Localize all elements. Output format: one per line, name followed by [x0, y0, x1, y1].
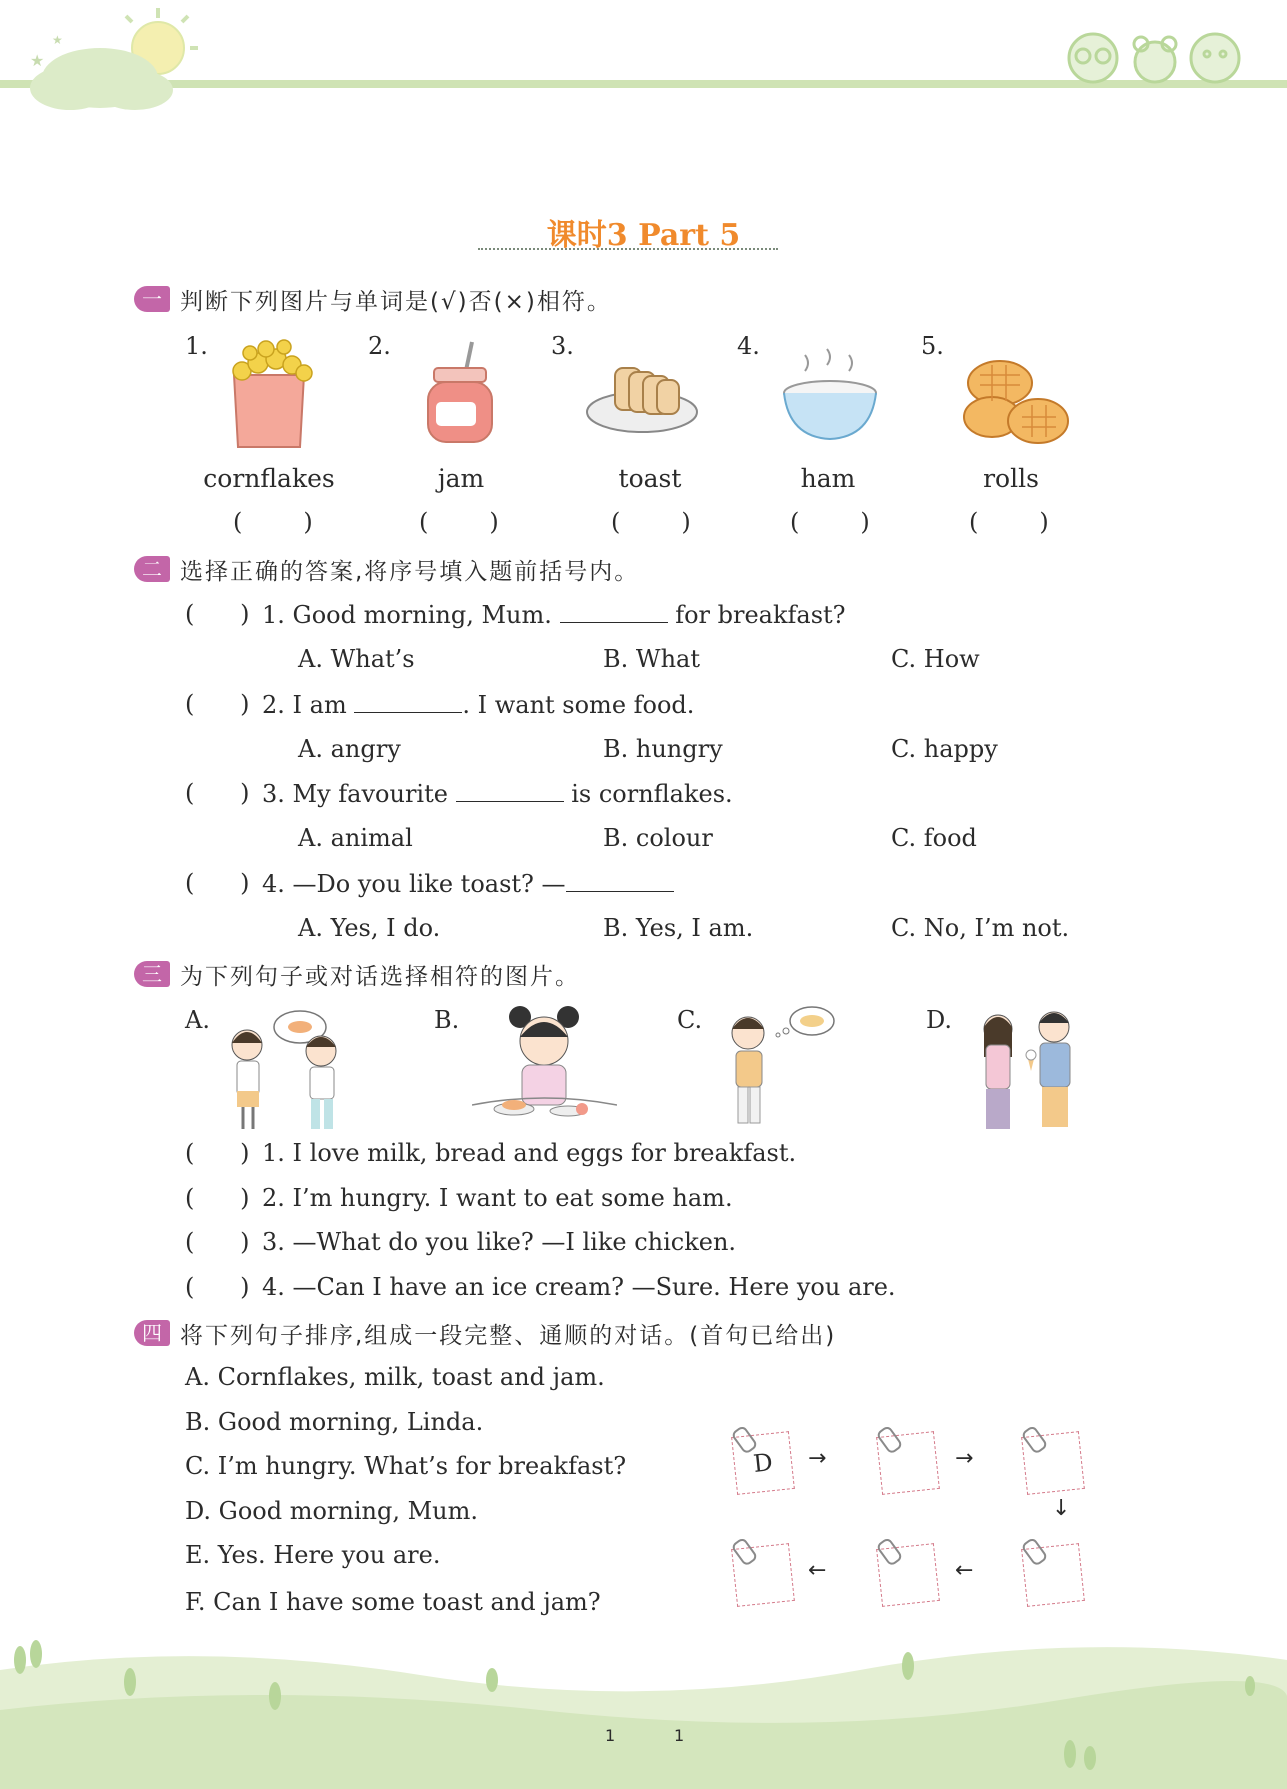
q3-option-a: A. animal [298, 824, 413, 852]
s4-sentence-e: E. Yes. Here you are. [185, 1541, 441, 1569]
title-underline [478, 248, 778, 250]
q4-answer-paren[interactable]: ( ) [185, 869, 250, 897]
order-box-5[interactable] [876, 1543, 940, 1607]
q1-option-a: A. What’s [298, 645, 415, 673]
s3-sentence-1: 1. I love milk, bread and eggs for breakfast. [262, 1139, 797, 1167]
picture-b-label: B. [434, 1006, 460, 1034]
section-2-heading [134, 552, 639, 586]
q4-option-b: B. Yes, I am. [603, 914, 754, 942]
s3-sentence-3: 3. —What do you like? —I like chicken. [262, 1228, 737, 1256]
item-4-answer[interactable]: ( ) [790, 508, 870, 536]
item-4-number: 4. [737, 332, 760, 360]
s4-sentence-d: D. Good morning, Mum. [185, 1497, 479, 1525]
order-box-6[interactable] [731, 1543, 795, 1607]
item-5-word: rolls [983, 464, 1039, 493]
q4-option-c: C. No, I’m not. [891, 914, 1070, 942]
paperclip-icon [1020, 1425, 1048, 1455]
q1-pre: 1. Good morning, Mum. [262, 601, 552, 629]
popcorn-box-icon [220, 335, 320, 450]
q3-pre: 3. My favourite [262, 780, 448, 808]
s3-sentence-4: 4. —Can I have an ice cream? —Sure. Here you are. [262, 1273, 896, 1301]
item-3-answer[interactable]: ( ) [611, 508, 691, 536]
s3-sentence-2: 2. I’m hungry. I want to eat some ham. [262, 1184, 733, 1212]
q3-post: is cornflakes. [571, 780, 733, 808]
item-1-number: 1. [185, 332, 208, 360]
section-4-heading [134, 1316, 836, 1350]
paperclip-icon [875, 1425, 903, 1455]
s3-q4-paren[interactable]: ( ) [185, 1273, 250, 1301]
picture-d-label: D. [926, 1006, 953, 1034]
q1-option-c: C. How [891, 645, 980, 673]
q1-option-b: B. What [603, 645, 700, 673]
item-1-word: cornflakes [203, 464, 335, 493]
q2-blank[interactable] [354, 690, 462, 713]
page-number-left: 1 [605, 1726, 616, 1745]
q2-pre: 2. I am [262, 691, 347, 719]
item-3-number: 3. [551, 332, 574, 360]
section-3-instruction: 为下列句子或对话选择相符的图片。 [180, 963, 580, 990]
arrow-left-1: ← [955, 1558, 974, 1583]
q1-answer-paren[interactable]: ( ) [185, 600, 250, 628]
q2-option-a: A. angry [298, 735, 401, 763]
q1-text [262, 600, 846, 629]
section-4-badge: 四 [134, 1320, 170, 1346]
jam-jar-icon [420, 340, 500, 450]
section-3-heading [134, 957, 580, 991]
animal-faces-decoration [1055, 20, 1255, 90]
girl-eating-breakfast-icon [472, 1005, 617, 1130]
s4-sentence-f: F. Can I have some toast and jam? [185, 1588, 601, 1616]
arrow-down: ↓ [1052, 1496, 1071, 1521]
item-2-number: 2. [368, 332, 391, 360]
item-5-number: 5. [921, 332, 944, 360]
order-box-3[interactable] [1021, 1431, 1085, 1495]
item-2-answer[interactable]: ( ) [419, 508, 499, 536]
s4-sentence-b: B. Good morning, Linda. [185, 1408, 484, 1436]
section-1-heading [134, 282, 612, 316]
girl-boy-thinking-food-icon [215, 1005, 345, 1135]
s3-q2-paren[interactable]: ( ) [185, 1184, 250, 1212]
q1-blank[interactable] [560, 600, 668, 623]
q2-text [262, 690, 694, 719]
section-1-badge: 一 [134, 286, 170, 312]
order-box-4[interactable] [1021, 1543, 1085, 1607]
paperclip-icon [875, 1537, 903, 1567]
item-5-answer[interactable]: ( ) [969, 508, 1049, 536]
q3-option-c: C. food [891, 824, 977, 852]
q4-blank[interactable] [566, 869, 674, 892]
girl-boy-ice-cream-icon [970, 1005, 1085, 1135]
toast-plate-icon [585, 360, 700, 440]
q4-option-a: A. Yes, I do. [298, 914, 441, 942]
q3-option-b: B. colour [603, 824, 713, 852]
paperclip-icon [730, 1537, 758, 1567]
section-2-badge: 二 [134, 556, 170, 582]
item-4-word: ham [800, 464, 856, 493]
s3-q1-paren[interactable]: ( ) [185, 1139, 250, 1167]
section-4-instruction: 将下列句子排序,组成一段完整、通顺的对话。(首句已给出) [180, 1322, 837, 1349]
q2-post: . I want some food. [462, 691, 695, 719]
q2-answer-paren[interactable]: ( ) [185, 690, 250, 718]
q2-option-c: C. happy [891, 735, 998, 763]
s4-sentence-c: C. I’m hungry. What’s for breakfast? [185, 1452, 627, 1480]
arrow-left-2: ← [808, 1558, 827, 1583]
q3-text [262, 779, 733, 808]
boy-thinking-ham-icon [718, 1005, 838, 1135]
lesson-title: 课时3 Part 5 [546, 218, 741, 253]
item-3-word: toast [618, 464, 682, 493]
item-2-word: jam [437, 464, 485, 493]
picture-a-label: A. [185, 1006, 210, 1034]
paperclip-icon [1020, 1537, 1048, 1567]
sun-cloud-decoration [0, 0, 210, 120]
section-3-badge: 三 [134, 961, 170, 987]
bread-rolls-icon [962, 355, 1072, 450]
picture-c-label: C. [677, 1006, 703, 1034]
section-2-instruction: 选择正确的答案,将序号填入题前括号内。 [180, 558, 640, 585]
svg-text:★: ★ [30, 51, 45, 70]
s3-q3-paren[interactable]: ( ) [185, 1228, 250, 1256]
arrow-right-1: → [808, 1446, 827, 1471]
s4-sentence-a: A. Cornflakes, milk, toast and jam. [185, 1363, 605, 1391]
q2-option-b: B. hungry [603, 735, 723, 763]
q3-answer-paren[interactable]: ( ) [185, 779, 250, 807]
q3-blank[interactable] [456, 779, 564, 802]
page-number-right: 1 [674, 1726, 685, 1745]
q1-post: for breakfast? [675, 601, 846, 629]
arrow-right-2: → [955, 1446, 974, 1471]
hills-footer-decoration [0, 1630, 1287, 1789]
item-1-answer[interactable]: ( ) [233, 508, 313, 536]
rice-bowl-icon [775, 345, 885, 445]
q4-text [262, 869, 674, 898]
order-box-1-answer: D [751, 1448, 775, 1478]
q4-pre: 4. —Do you like toast? — [262, 870, 566, 898]
section-1-instruction: 判断下列图片与单词是(√)否(×)相符。 [180, 288, 612, 315]
order-box-1 [731, 1431, 795, 1495]
order-box-2[interactable] [876, 1431, 940, 1495]
svg-text:★: ★ [52, 33, 63, 47]
